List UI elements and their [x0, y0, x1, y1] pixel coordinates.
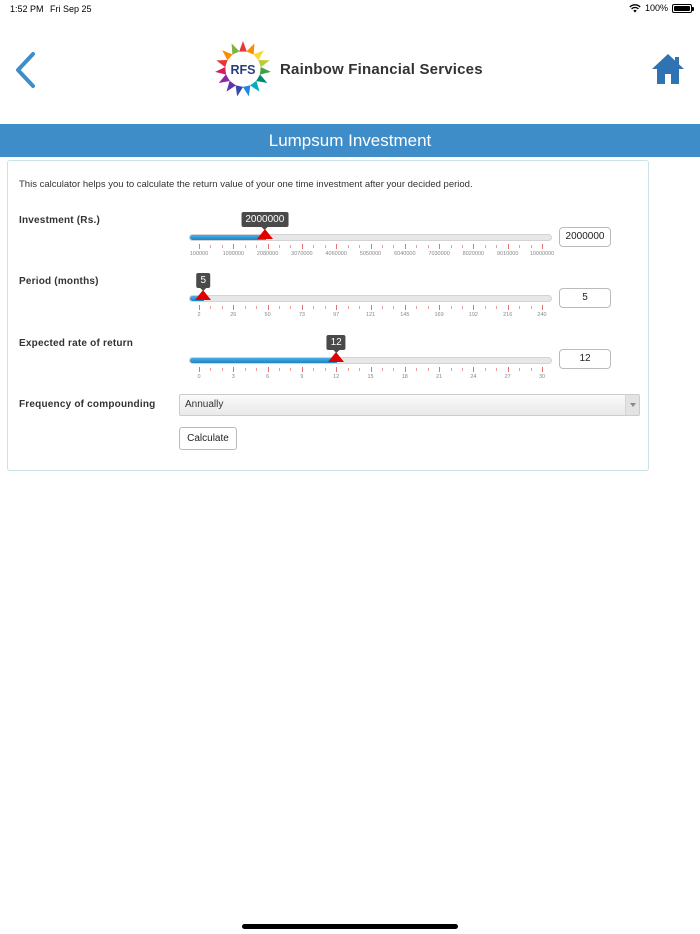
slider-minor-tick	[256, 306, 257, 309]
investment-slider[interactable]	[189, 214, 555, 264]
home-button[interactable]	[650, 52, 686, 86]
slider-minor-tick	[313, 245, 314, 248]
slider-tick-label: 6040000	[394, 251, 416, 257]
slider-tick-label: 4060000	[325, 251, 347, 257]
slider-tick	[233, 244, 234, 249]
slider-minor-tick	[519, 306, 520, 309]
slider-minor-tick	[496, 368, 497, 371]
slider-minor-tick	[485, 368, 486, 371]
rate-slider-track[interactable]	[189, 357, 552, 364]
slider-tick-label: 216	[503, 312, 513, 318]
slider-minor-tick	[462, 245, 463, 248]
slider-tick-label: 6	[266, 374, 270, 380]
slider-tick-label: 8020000	[462, 251, 485, 257]
slider-tick-label: 50	[264, 312, 271, 318]
investment-slider-thumb[interactable]	[257, 229, 273, 239]
period-slider-value-tooltip: 5	[197, 273, 211, 288]
slider-minor-tick	[485, 306, 486, 309]
slider-tick-label: 30	[538, 374, 546, 380]
rate-slider-fill	[190, 358, 337, 363]
slider-minor-tick	[348, 306, 349, 309]
slider-tick-label: 18	[401, 374, 408, 380]
brand-logo	[214, 40, 483, 98]
slider-tick	[439, 305, 440, 310]
slider-tick	[439, 244, 440, 249]
slider-tick-label: 73	[298, 312, 305, 318]
slider-tick-label: 100000	[189, 251, 209, 257]
period-slider-ticks	[189, 305, 552, 325]
slider-tick-label: 169	[434, 312, 444, 318]
slider-minor-tick	[279, 245, 280, 248]
calculate-button[interactable]: Calculate	[179, 427, 237, 450]
app-header	[0, 30, 700, 110]
slider-minor-tick	[416, 306, 417, 309]
page-title: Lumpsum Investment	[268, 131, 432, 150]
investment-label: Investment (Rs.)	[19, 215, 100, 226]
slider-tick	[233, 367, 234, 372]
investment-slider-value-tooltip: 2000000	[241, 212, 288, 227]
slider-tick	[542, 367, 543, 372]
back-button[interactable]	[10, 50, 40, 90]
slider-minor-tick	[245, 306, 246, 309]
rate-slider-value-tooltip: 12	[327, 335, 346, 350]
slider-tick-label: 9	[300, 374, 304, 380]
slider-tick-label: 10000000	[529, 251, 555, 257]
status-bar	[0, 0, 700, 18]
slider-minor-tick	[531, 368, 532, 371]
slider-tick	[542, 244, 543, 249]
frequency-select[interactable]	[179, 394, 640, 416]
slider-minor-tick	[325, 306, 326, 309]
slider-minor-tick	[462, 368, 463, 371]
slider-tick	[199, 244, 200, 249]
slider-minor-tick	[519, 368, 520, 371]
slider-tick-label: 145	[400, 312, 410, 318]
frequency-label: Frequency of compounding	[19, 399, 156, 410]
slider-minor-tick	[393, 245, 394, 248]
slider-tick	[473, 305, 474, 310]
rate-slider[interactable]	[189, 337, 552, 387]
slider-tick	[371, 305, 372, 310]
slider-minor-tick	[325, 368, 326, 371]
investment-slider-fill	[190, 235, 266, 240]
slider-tick	[473, 244, 474, 249]
slider-tick	[302, 244, 303, 249]
slider-tick-label: 2080000	[256, 251, 279, 257]
slider-tick	[508, 367, 509, 372]
slider-minor-tick	[290, 306, 291, 309]
status-indicators	[629, 3, 692, 13]
slider-minor-tick	[245, 245, 246, 248]
slider-tick-label: 192	[468, 312, 478, 318]
slider-tick	[336, 305, 337, 310]
investment-slider-track[interactable]	[189, 234, 552, 241]
battery-icon	[672, 4, 692, 13]
slider-minor-tick	[531, 245, 532, 248]
slider-tick	[439, 367, 440, 372]
slider-minor-tick	[359, 306, 360, 309]
slider-tick	[336, 244, 337, 249]
slider-tick	[268, 244, 269, 249]
slider-minor-tick	[210, 368, 211, 371]
slider-tick-label: 9010000	[496, 251, 519, 257]
wifi-icon	[629, 3, 641, 13]
slider-minor-tick	[485, 245, 486, 248]
slider-minor-tick	[359, 245, 360, 248]
slider-tick	[508, 305, 509, 310]
slider-tick-label: 12	[333, 374, 340, 380]
slider-minor-tick	[245, 368, 246, 371]
slider-tick-label: 240	[537, 312, 547, 318]
rainbow-sunburst-logo-icon	[214, 40, 272, 98]
frequency-selected-value: Annually	[185, 399, 224, 410]
slider-tick-label: 3	[231, 374, 235, 380]
period-slider-thumb[interactable]	[195, 290, 211, 300]
slider-tick	[302, 367, 303, 372]
slider-tick-label: 3070000	[291, 251, 313, 257]
home-indicator	[242, 924, 458, 929]
slider-minor-tick	[359, 368, 360, 371]
slider-tick-label: 27	[504, 374, 511, 380]
slider-minor-tick	[451, 368, 452, 371]
investment-value-box[interactable]: 2000000	[559, 227, 611, 247]
slider-minor-tick	[382, 306, 383, 309]
slider-tick	[199, 367, 200, 372]
slider-minor-tick	[210, 245, 211, 248]
status-time: 1:52 PM	[10, 4, 44, 14]
slider-tick	[336, 367, 337, 372]
slider-minor-tick	[428, 368, 429, 371]
slider-minor-tick	[531, 306, 532, 309]
slider-minor-tick	[313, 306, 314, 309]
slider-minor-tick	[451, 245, 452, 248]
slider-minor-tick	[256, 368, 257, 371]
slider-minor-tick	[393, 368, 394, 371]
slider-tick	[405, 367, 406, 372]
slider-tick	[371, 367, 372, 372]
home-icon	[650, 52, 686, 86]
slider-minor-tick	[416, 245, 417, 248]
slider-tick	[542, 305, 543, 310]
calculator-panel	[7, 160, 649, 471]
slider-minor-tick	[210, 306, 211, 309]
calculator-description: This calculator helps you to calculate the return value of your one time investment after your decided period.	[19, 179, 473, 190]
slider-tick-label: 26	[230, 312, 237, 318]
slider-tick	[371, 244, 372, 249]
rate-label: Expected rate of return	[19, 338, 134, 349]
slider-tick	[233, 305, 234, 310]
slider-minor-tick	[222, 245, 223, 248]
rate-slider-thumb[interactable]	[328, 352, 344, 362]
slider-minor-tick	[428, 245, 429, 248]
page-title-bar	[0, 124, 700, 157]
slider-tick-label: 0	[197, 374, 201, 380]
slider-minor-tick	[496, 306, 497, 309]
investment-slider-ticks	[189, 244, 555, 264]
period-value-box[interactable]: 5	[559, 288, 611, 308]
rate-value-box[interactable]: 12	[559, 349, 611, 369]
slider-minor-tick	[393, 306, 394, 309]
slider-minor-tick	[279, 306, 280, 309]
slider-minor-tick	[428, 306, 429, 309]
slider-minor-tick	[519, 245, 520, 248]
slider-tick-label: 97	[333, 312, 340, 318]
slider-tick	[268, 367, 269, 372]
slider-minor-tick	[416, 368, 417, 371]
slider-minor-tick	[382, 245, 383, 248]
slider-tick	[405, 305, 406, 310]
slider-tick	[473, 367, 474, 372]
slider-minor-tick	[462, 306, 463, 309]
slider-minor-tick	[290, 245, 291, 248]
logo-initials: RFS	[230, 62, 256, 77]
slider-tick-label: 24	[470, 374, 477, 380]
slider-tick	[508, 244, 509, 249]
chevron-down-icon	[625, 395, 639, 415]
slider-minor-tick	[222, 306, 223, 309]
slider-tick-label: 121	[365, 312, 376, 318]
slider-minor-tick	[382, 368, 383, 371]
chevron-left-icon	[13, 51, 37, 89]
slider-minor-tick	[348, 368, 349, 371]
battery-percent: 100%	[644, 3, 668, 13]
brand-name: Rainbow Financial Services	[280, 60, 483, 78]
slider-tick-label: 5050000	[359, 251, 382, 257]
slider-minor-tick	[290, 368, 291, 371]
slider-minor-tick	[325, 245, 326, 248]
slider-tick-label: 21	[436, 374, 443, 380]
slider-tick-label: 1090000	[222, 251, 245, 257]
slider-tick	[405, 244, 406, 249]
slider-minor-tick	[256, 245, 257, 248]
slider-tick	[199, 305, 200, 310]
period-slider-track[interactable]	[189, 295, 552, 302]
period-slider[interactable]	[189, 275, 552, 325]
period-label: Period (months)	[19, 276, 99, 287]
slider-tick	[268, 305, 269, 310]
slider-minor-tick	[313, 368, 314, 371]
slider-tick-label: 7030000	[428, 251, 450, 257]
slider-minor-tick	[496, 245, 497, 248]
status-date: Fri Sep 25	[50, 4, 92, 14]
slider-minor-tick	[279, 368, 280, 371]
slider-tick	[302, 305, 303, 310]
slider-minor-tick	[348, 245, 349, 248]
slider-tick-label: 15	[367, 374, 374, 380]
slider-minor-tick	[222, 368, 223, 371]
slider-tick-label: 2	[197, 312, 201, 318]
rate-slider-ticks	[189, 367, 552, 387]
slider-minor-tick	[451, 306, 452, 309]
